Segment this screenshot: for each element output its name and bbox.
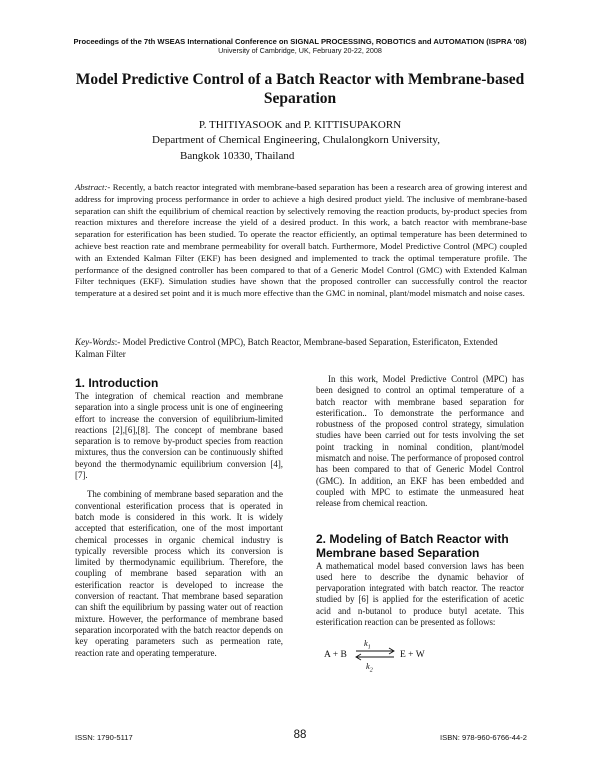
affiliation-address: Bangkok 10330, Thailand	[180, 150, 295, 162]
keywords	[75, 336, 527, 360]
equation-reactants: A + B	[324, 650, 347, 661]
intro-paragraph-2: The combining of membrane based separation and the conventional esterification process that is operated in batch mode is considered in this work. It is widely accepted that esterification, one of the most important chemical processes in organic chemical industry is typically reversible process which its conversion is limited by thermodynamic equilibrium. Therefore, the coupling of membrane based separation with an esterification reactor is developed to increase the conversion of reactant. That membrane based separation can shift the equilibrium by passing water out of reaction mixture. However, the performance of membrane based separation incorporated with the batch reactor depends on key operating parameters such as permeation rate, reaction rate and operating temperature.	[75, 489, 283, 658]
intro-paragraph-1: The integration of chemical reaction and membrane separation into a single process unit is one of engineering effort to increase the conversion of equilibrium-limited reactions [2],[6],[8]. The concept of membrane based separation is to remove by-product species from reaction mixtures, thus the conversion can be continuously shifted beyond the thermodynamic equilibrium conversion [4],[7].	[75, 391, 283, 481]
right-column	[316, 374, 524, 675]
proceedings-header: Proceedings of the 7th WSEAS International Conference on SIGNAL PROCESSING, ROBOTICS and AUTOMATION (ISPRA '08)	[73, 37, 527, 46]
abstract-label: Abstract:-	[75, 182, 111, 192]
keywords-label: Key-Words	[75, 337, 115, 347]
left-column	[75, 376, 283, 659]
intro-paragraph-3: In this work, Model Predictive Control (MPC) has been designed to control an optimal temperature of a batch reactor with membrane based separation for esterification.. To demonstrate the performance and robustness of the proposed control strategy, simulation studies have been carried out for tests involving the set point tracking in nominal condition, plant/model mismatch and noise. The performance of proposed control has been compared to that of Generic Model Control (GMC). In addition, an EKF has been embedded and coupled with MPC to estimate the unmeasured heat release from chemical reaction.	[316, 374, 524, 509]
issn: ISSN: 1790-5117	[75, 733, 133, 742]
reaction-equation	[316, 638, 524, 675]
keywords-text: :- Model Predictive Control (MPC), Batch Reactor, Membrane-based Separation, Esterificaton, Extended Kalman Filter	[75, 337, 498, 359]
rate-constant-k2: $k_2$	[366, 661, 373, 675]
abstract-text: Recently, a batch reactor integrated with membrane-based separation has been a research area of growing interest and address for improving process performance in order to achieve a high desired product yield. The inclusive of membrane-based separation can shift the equilibrium of chemical reaction by selectively removing the reaction products, by-product species from reaction mixtures and therefore increase the yield of a desired product. In this work, a batch reactor with membrane-base separation for esterification has been studied. To operate the reactor efficiently, an optimal temperature has been determined to achieve best reaction rate and membrane permeability for overall batch. Furthermore, Model Predictive Control (MPC) coupled with an Extended Kalman Filter (EKF) has been designed and implemented to track the optimal temperature profile. The performance of the designed controller has been compared to that of a Generic Model Control (GMC) with Extended Kalman Filter techniques (EKF). Simulation studies have shown that the proposed controller can successfully control the reactor temperature at a desired set point and it is much more effective than the GMC in nominal, plant/model mismatch and noise cases.	[75, 182, 527, 299]
affiliation-department: Department of Chemical Engineering, Chulalongkorn University,	[152, 134, 440, 146]
isbn: ISBN: 978-960-6766-44-2	[440, 733, 527, 742]
equilibrium-arrows-icon	[354, 647, 396, 661]
rate-constant-k1: $k_1$	[364, 638, 371, 652]
paper-title: Model Predictive Control of a Batch Reactor with Membrane-based Separation	[75, 71, 525, 107]
authors: P. THITIYASOOK and P. KITTISUPAKORN	[198, 119, 402, 131]
conference-location: University of Cambridge, UK, February 20-22, 2008	[218, 46, 382, 55]
modeling-paragraph-1: A mathematical model based conversion laws has been used here to describe the dynamic behavior of pervaporation integrated with batch reactor. The reactor studied by [6] is applied for the esterification of acetic acid and n-butanol to produce butyl acetate. This esterification reaction can be presented as follows:	[316, 560, 524, 628]
section-2-heading: 2. Modeling of Batch Reactor with Membrane based Separation	[316, 531, 509, 560]
page-number: 88	[293, 729, 307, 741]
equation-products: E + W	[400, 650, 425, 661]
abstract	[75, 182, 527, 300]
section-1-heading: 1. Introduction	[75, 376, 159, 390]
